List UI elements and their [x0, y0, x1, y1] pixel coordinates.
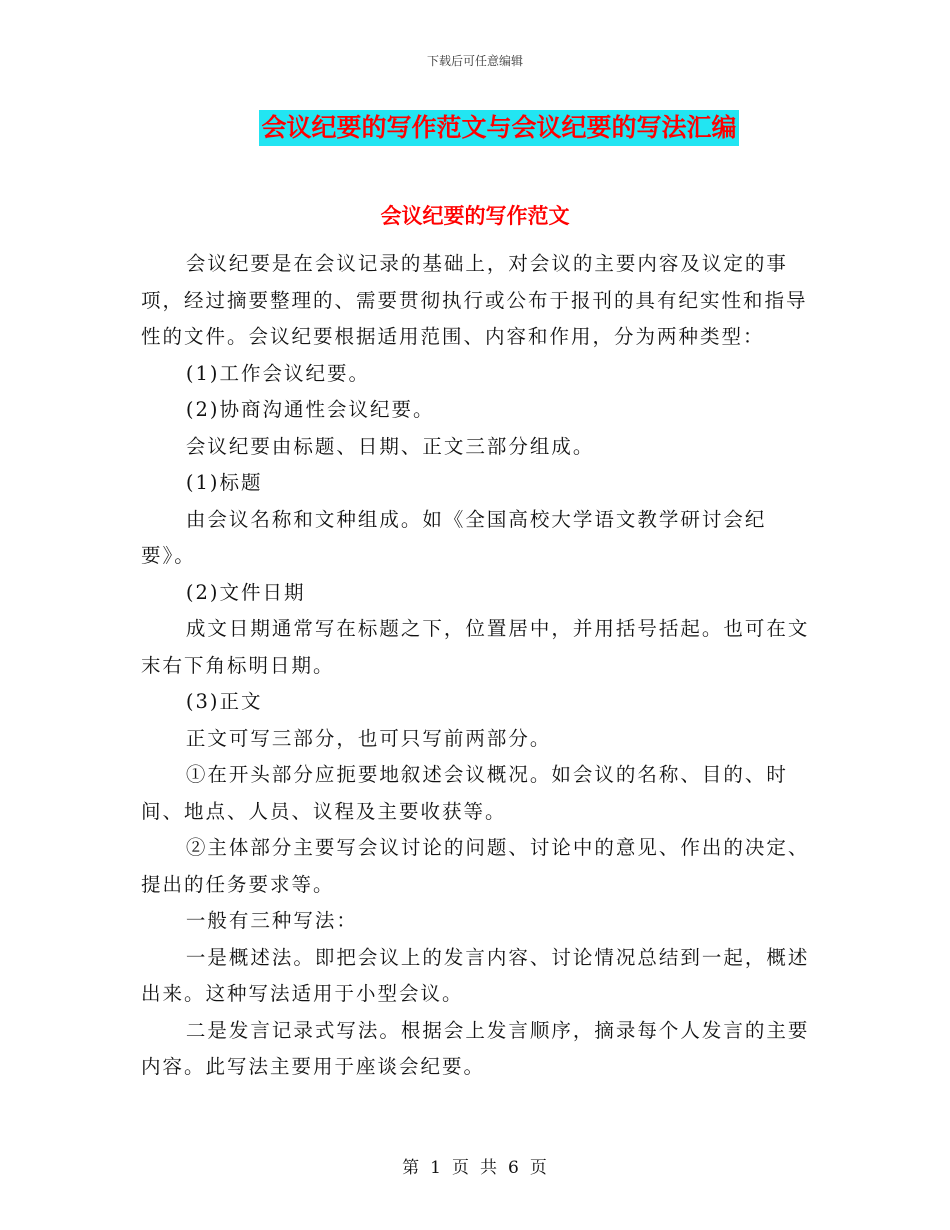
paragraph: 一般有三种写法：	[185, 909, 358, 932]
header-note: 下载后可任意编辑	[426, 54, 523, 68]
main-title-wrap	[0, 110, 950, 146]
paragraph: (1)工作会议纪要。	[185, 361, 370, 385]
paragraph: 正文可写三部分，也可只写前两部分。	[185, 726, 552, 750]
paragraph: 会议纪要由标题、日期、正文三部分组成。	[185, 434, 595, 458]
paragraph: 由会议名称和文种组成。如《全国高校大学语文教学研讨会纪要》。	[141, 507, 767, 567]
paragraph: ①在开头部分应扼要地叙述会议概况。如会议的名称、目的、时间、地点、人员、议程及主要收获等。	[141, 763, 788, 823]
paragraph: 会议纪要是在会议记录的基础上，对会议的主要内容及议定的事项，经过摘要整理的、需要贯彻执行或公布于报刊的具有纪实性和指导性的文件。会议纪要根据适用范围、内容和作用，分为两种类型：	[141, 252, 808, 348]
section-title: 会议纪要的写作范文	[380, 204, 570, 228]
footer-mid2: 共	[480, 1158, 498, 1178]
page-footer	[0, 1153, 950, 1178]
paragraph: ②主体部分主要写会议讨论的问题、讨论中的意见、作出的决定、提出的任务要求等。	[141, 836, 810, 896]
footer-total-pages: 6	[508, 1158, 520, 1178]
paragraph: (1)标题	[185, 471, 263, 494]
footer-suffix: 页	[529, 1158, 548, 1178]
main-title: 会议纪要的写作范文与会议纪要的写法汇编	[259, 110, 738, 146]
paragraph: 二是发言记录式写法。根据会上发言顺序，摘录每个人发言的主要内容。此写法主要用于座谈会纪要。	[141, 1018, 810, 1078]
paragraph: (2)协商沟通性会议纪要。	[185, 398, 435, 421]
paragraph: (2)文件日期	[185, 580, 306, 604]
footer-prefix: 第	[402, 1158, 421, 1178]
footer-page-number: 1	[430, 1158, 442, 1178]
paragraph: 成文日期通常写在标题之下，位置居中，并用括号括起。也可在文末右下角标明日期。	[141, 617, 810, 677]
document-body	[141, 246, 813, 1086]
paragraph: (3)正文	[185, 690, 263, 713]
paragraph: 一是概述法。即把会议上的发言内容、讨论情况总结到一起，概述出来。这种写法适用于小型会议。	[141, 945, 810, 1005]
footer-mid1: 页	[452, 1158, 470, 1178]
